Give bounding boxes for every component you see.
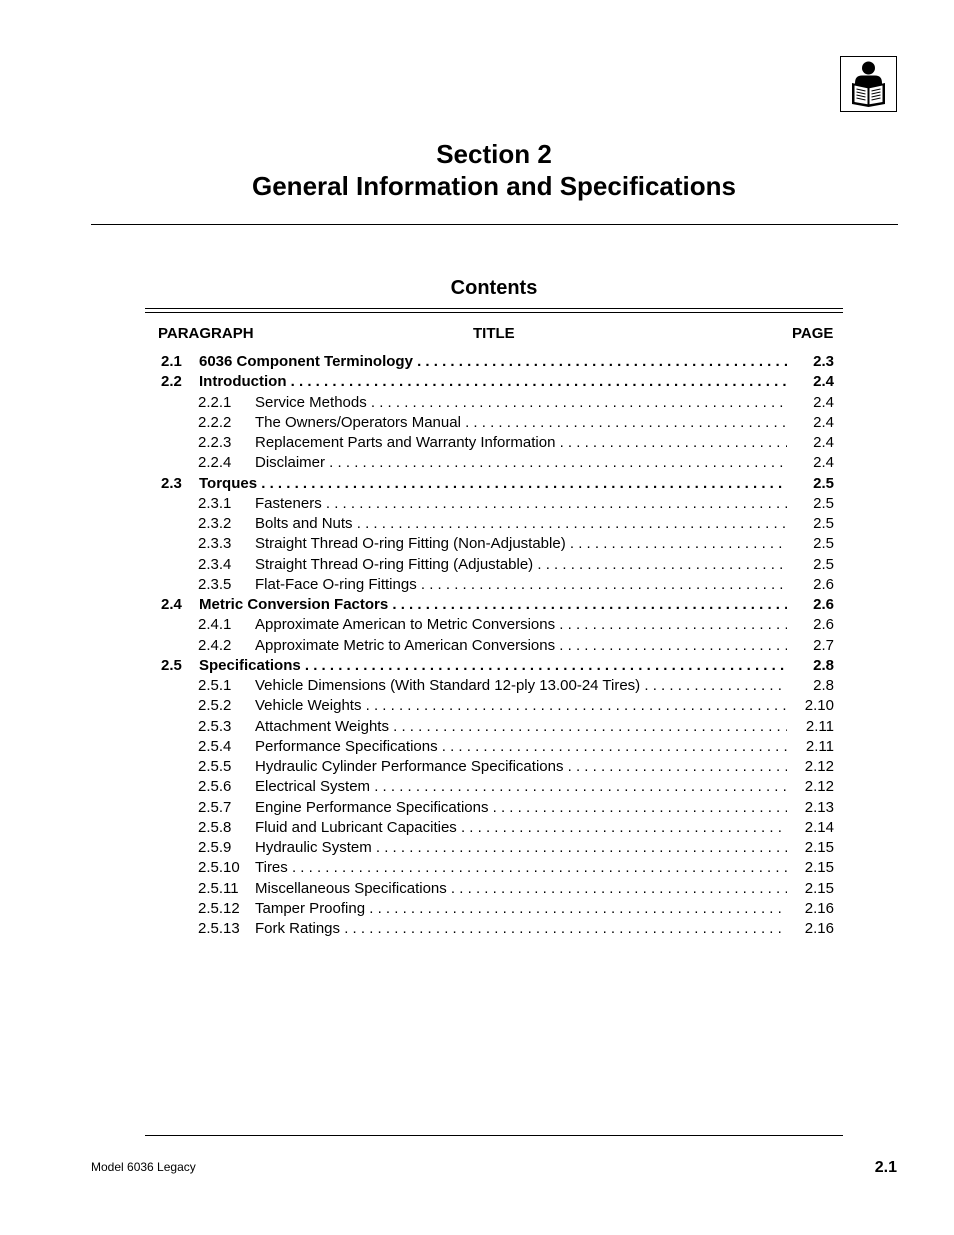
toc-entry-title: The Owners/Operators Manual . . . [255,413,787,433]
contents-divider [145,308,843,313]
toc-entry-page: 2.7 [813,636,834,654]
toc-entry[interactable] [145,818,843,838]
toc-entry-number: 2.4 [161,596,182,613]
toc-entry[interactable] [145,514,843,534]
footer-page-number: 2.1 [874,1159,897,1176]
toc-entry-number: 2.5.4 [198,737,232,755]
toc-entry-page: 2.3 [813,353,834,370]
toc-entry[interactable] [145,777,843,797]
operator-reading-manual-icon [840,56,897,112]
toc-entry-page: 2.4 [813,413,834,431]
toc-entry-number: 2.5.3 [198,717,232,735]
toc-entry-title: Straight Thread O-ring Fitting (Non-Adjustable) . . . [255,534,787,554]
toc-entry-title: Torques . . . [199,474,787,494]
toc-entry[interactable] [145,919,843,939]
toc-entry-number: 2.1 [161,353,182,370]
toc-entry-page: 2.6 [813,616,834,634]
toc-entry[interactable] [145,636,843,656]
toc-entry-number: 2.4.2 [198,636,232,654]
toc-entry-title: Introduction . . . [199,372,787,392]
toc-entry-number: 2.5 [161,656,182,674]
toc-entry-title: Bolts and Nuts . . . [255,514,787,534]
toc-entry[interactable] [145,474,843,494]
toc-entry-page: 2.8 [813,677,834,694]
toc-entry-title: Miscellaneous Specifications . . . [255,879,787,899]
column-header-title: TITLE [473,325,515,342]
toc-entry-page: 2.8 [813,656,834,674]
column-header-paragraph: PARAGRAPH [158,325,254,342]
toc-entry[interactable] [145,555,843,575]
toc-entry[interactable] [145,433,843,453]
toc-entry-page: 2.14 [804,818,834,836]
toc-entry[interactable] [145,372,843,392]
toc-entry-title: Performance Specifications . . . [255,737,787,757]
toc-entry-title: Tamper Proofing . . . [255,899,787,919]
toc-entry-page: 2.4 [813,434,834,451]
toc-entry-number: 2.5.8 [198,818,232,836]
toc-entry-number: 2.3.4 [198,555,232,573]
toc-entry-number: 2.5.6 [198,778,232,796]
toc-entry-number: 2.5.1 [198,677,232,694]
toc-entry-page: 2.11 [805,737,834,755]
toc-entry-number: 2.2.1 [198,393,232,411]
toc-entry[interactable] [145,352,843,372]
title-divider [91,224,898,225]
toc-entry-title: Hydraulic System . . . [255,838,787,858]
toc-entry-page: 2.15 [804,839,834,856]
toc-entry-page: 2.5 [813,494,834,512]
toc-entry-number: 2.5.11 [198,879,239,897]
toc-entry[interactable] [145,838,843,858]
toc-entry-number: 2.3.3 [198,535,232,553]
toc-entry-page: 2.5 [813,535,834,553]
footer-divider [145,1135,843,1136]
toc-entry[interactable] [145,899,843,919]
toc-entry-number: 2.4.1 [198,616,232,634]
section-heading: General Information and Specifications [252,171,736,201]
toc-entry-page: 2.11 [805,717,834,735]
toc-entry-page: 2.13 [804,798,834,816]
toc-entry-page: 2.6 [813,575,834,593]
toc-entry-number: 2.3.5 [198,575,232,593]
toc-entry[interactable] [145,393,843,413]
toc-entry[interactable] [145,534,843,554]
toc-entry-page: 2.15 [804,859,834,877]
column-header-page: PAGE [792,325,834,342]
toc-entry-title: 6036 Component Terminology . . . [199,352,787,372]
toc-entry-number: 2.2.3 [198,434,232,451]
toc-entry-title: Tires . . . [255,858,787,878]
toc-entry-title: Hydraulic Cylinder Performance Specifications . . . [255,757,787,777]
toc-entry[interactable] [145,676,843,696]
toc-entry-page: 2.4 [813,454,834,472]
toc-entry-number: 2.2 [161,373,182,391]
toc-entry[interactable] [145,494,843,514]
toc-entry-title: Replacement Parts and Warranty Information . . . [255,433,787,453]
section-number: Section 2 [436,139,552,169]
toc-entry[interactable] [145,595,843,615]
toc-entry-title: Electrical System . . . [255,777,787,797]
toc-entry-title: Engine Performance Specifications . . . [255,798,787,818]
toc-entry-number: 2.5.7 [198,798,232,816]
toc-entry[interactable] [145,615,843,635]
toc-entry[interactable] [145,656,843,676]
toc-entry-title: Fork Ratings . . . [255,919,787,939]
toc-entry-page: 2.10 [804,697,834,715]
toc-entry-number: 2.5.13 [198,920,240,937]
toc-entry-title: Approximate American to Metric Conversions . . . [255,615,787,635]
toc-entry-number: 2.5.10 [198,859,240,877]
toc-entry[interactable] [145,575,843,595]
toc-entry-number: 2.3.1 [198,494,232,512]
toc-entry-page: 2.12 [804,778,834,796]
toc-entry-title: Approximate Metric to American Conversions . . . [255,636,787,656]
toc-entry-number: 2.5.5 [198,758,232,775]
toc-entry-number: 2.5.2 [198,697,232,715]
toc-entry-page: 2.6 [813,596,834,613]
toc-entry-title: Fluid and Lubricant Capacities . . . [255,818,787,838]
toc-entry-title: Flat-Face O-ring Fittings . . . [255,575,787,595]
toc-entry-number: 2.3 [161,474,182,492]
toc-entry[interactable] [145,696,843,716]
toc-entry[interactable] [145,858,843,878]
toc-entry-title: Specifications . . . [199,656,787,676]
toc-entry-number: 2.2.2 [198,413,232,431]
toc-entry-page: 2.5 [813,515,834,532]
toc-entry-number: 2.5.9 [198,839,232,856]
contents-heading: Contents [450,277,538,299]
toc-entry-title: Vehicle Weights . . . [255,696,787,716]
toc-entry-page: 2.4 [813,393,834,411]
footer-model: Model 6036 Legacy [91,1160,196,1174]
toc-entry-page: 2.5 [813,474,834,492]
toc-entry-title: Vehicle Dimensions (With Standard 12-ply 13.00-24 Tires) . . . [255,676,787,696]
toc-entry[interactable] [145,453,843,473]
toc-entry-title: Disclaimer . . . [255,453,787,473]
toc-entry[interactable] [145,717,843,737]
toc-entry-title: Straight Thread O-ring Fitting (Adjustable) . . . [255,555,787,575]
toc-entry-title: Fasteners . . . [255,494,787,514]
toc-entry[interactable] [145,413,843,433]
toc-entry[interactable] [145,737,843,757]
toc-entry-number: 2.2.4 [198,454,232,472]
toc-entry-page: 2.16 [804,899,834,917]
toc-entry-page: 2.12 [804,758,834,775]
toc-entry-number: 2.5.12 [198,899,240,917]
toc-entry[interactable] [145,798,843,818]
toc-entry-title: Service Methods . . . [255,393,787,413]
toc-entry-page: 2.5 [813,555,834,573]
toc-entry-page: 2.16 [804,920,834,937]
toc-entry-page: 2.4 [813,373,834,391]
toc-entry-title: Metric Conversion Factors . . . [199,595,787,615]
toc-entry-page: 2.15 [804,879,834,897]
section-title [0,138,954,202]
toc-entry[interactable] [145,879,843,899]
table-of-contents [145,352,843,939]
toc-entry-number: 2.3.2 [198,515,232,532]
toc-entry-title: Attachment Weights . . . [255,717,787,737]
toc-entry[interactable] [145,757,843,777]
